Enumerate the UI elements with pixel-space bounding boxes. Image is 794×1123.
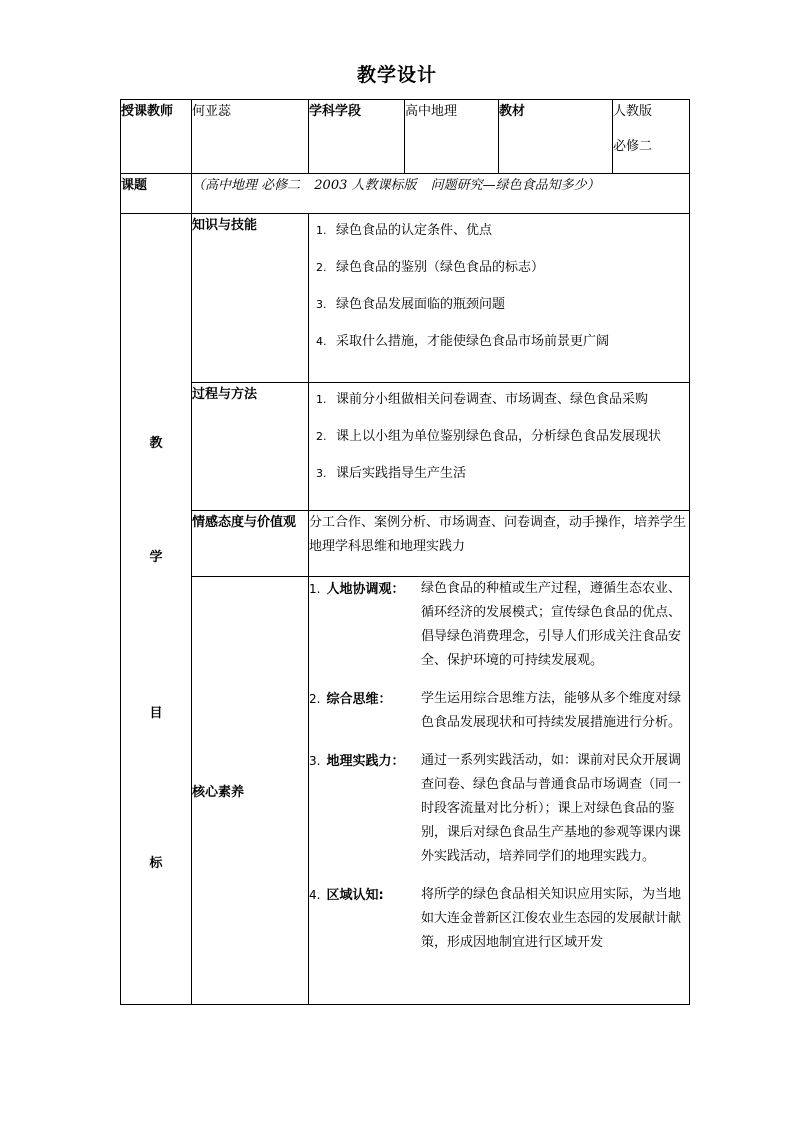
knowledge-row (121, 214, 690, 383)
list-item: 4. 区域认知: 将所学的绿色食品相关知识应用实际，为当地如大连金普新区江俊农业生态园的发展献计献策，形成因地制宜进行区域开发 (309, 886, 682, 950)
emotion-content: 分工合作、案例分析、市场调查、问卷调查，动手操作，培养学生地理学科思维和地理实践力 (309, 510, 690, 576)
lesson-plan-table (120, 99, 690, 1005)
process-content (309, 383, 690, 511)
header-row (121, 100, 690, 174)
list-item: 1. 人地协调观： 绿色食品的种植或生产过程，遵循生态农业、循环经济的发展模式；宣传绿色食品的优点、倡导绿色消费理念，引导人们形成关注食品安全、保护环境的可持续发展观。 (309, 580, 682, 668)
core-content (309, 576, 690, 1004)
list-item: 2. 综合思维： 学生运用综合思维方法，能够从多个维度对绿色食品发展现状和可持续发展措施进行分析。 (309, 690, 682, 730)
emotion-row (121, 510, 690, 576)
objectives-char-2: 学 (149, 550, 163, 565)
teacher-value: 何亚蕊 (192, 100, 309, 174)
topic-row (121, 174, 690, 214)
topic-part-2: 2003 人教课标版 (314, 178, 417, 193)
knowledge-content (309, 214, 690, 383)
list-item: 3. 地理实践力： 通过一系列实践活动，如：课前对民众开展调查问卷、绿色食品与普通食品市场调查（同一时段客流量对比分析）；课上对绿色食品的鉴别，课后对绿色食品生产基地的参观等课内课外实践活动，培养同学们的地理实践力。 (309, 752, 682, 864)
topic-value (192, 174, 690, 214)
objectives-char-1: 教 (149, 436, 163, 451)
teacher-label: 授课教师 (121, 100, 192, 174)
topic-part-1: （高中地理 必修二 (192, 178, 301, 193)
list-item: 3. 绿色食品发展面临的瓶颈问题 (316, 297, 506, 312)
textbook-line-2: 必修二 (613, 139, 653, 154)
list-item: 1. 绿色食品的认定条件、优点 (316, 223, 493, 238)
emotion-label: 情感态度与价值观 (192, 510, 309, 576)
list-item: 2. 课上以小组为单位鉴别绿色食品，分析绿色食品发展现状 (316, 429, 662, 445)
textbook-value (613, 100, 690, 174)
page-title: 教学设计 (356, 64, 437, 86)
stage-label: 学科学段 (309, 100, 405, 174)
list-item: 2. 绿色食品的鉴别（绿色食品的标志） (316, 260, 545, 275)
process-row (121, 383, 690, 511)
knowledge-label: 知识与技能 (192, 214, 309, 383)
topic-label: 课题 (121, 174, 192, 214)
list-item: 4. 采取什么措施，才能使绿色食品市场前景更广阔 (316, 334, 610, 349)
list-item: 3. 课后实践指导生产生活 (316, 466, 467, 482)
list-item: 1. 课前分小组做相关问卷调查、市场调查、绿色食品采购 (316, 392, 649, 408)
objectives-label (121, 214, 192, 1005)
topic-part-3: 问题研究—绿色食品知多少） (430, 178, 600, 193)
textbook-line-1: 人教版 (613, 104, 653, 119)
core-label: 核心素养 (192, 576, 309, 1004)
objectives-char-4: 标 (149, 856, 163, 871)
stage-value: 高中地理 (405, 100, 499, 174)
process-label: 过程与方法 (192, 383, 309, 511)
core-row (121, 576, 690, 1004)
textbook-label: 教材 (499, 100, 613, 174)
objectives-char-3: 目 (149, 706, 163, 721)
